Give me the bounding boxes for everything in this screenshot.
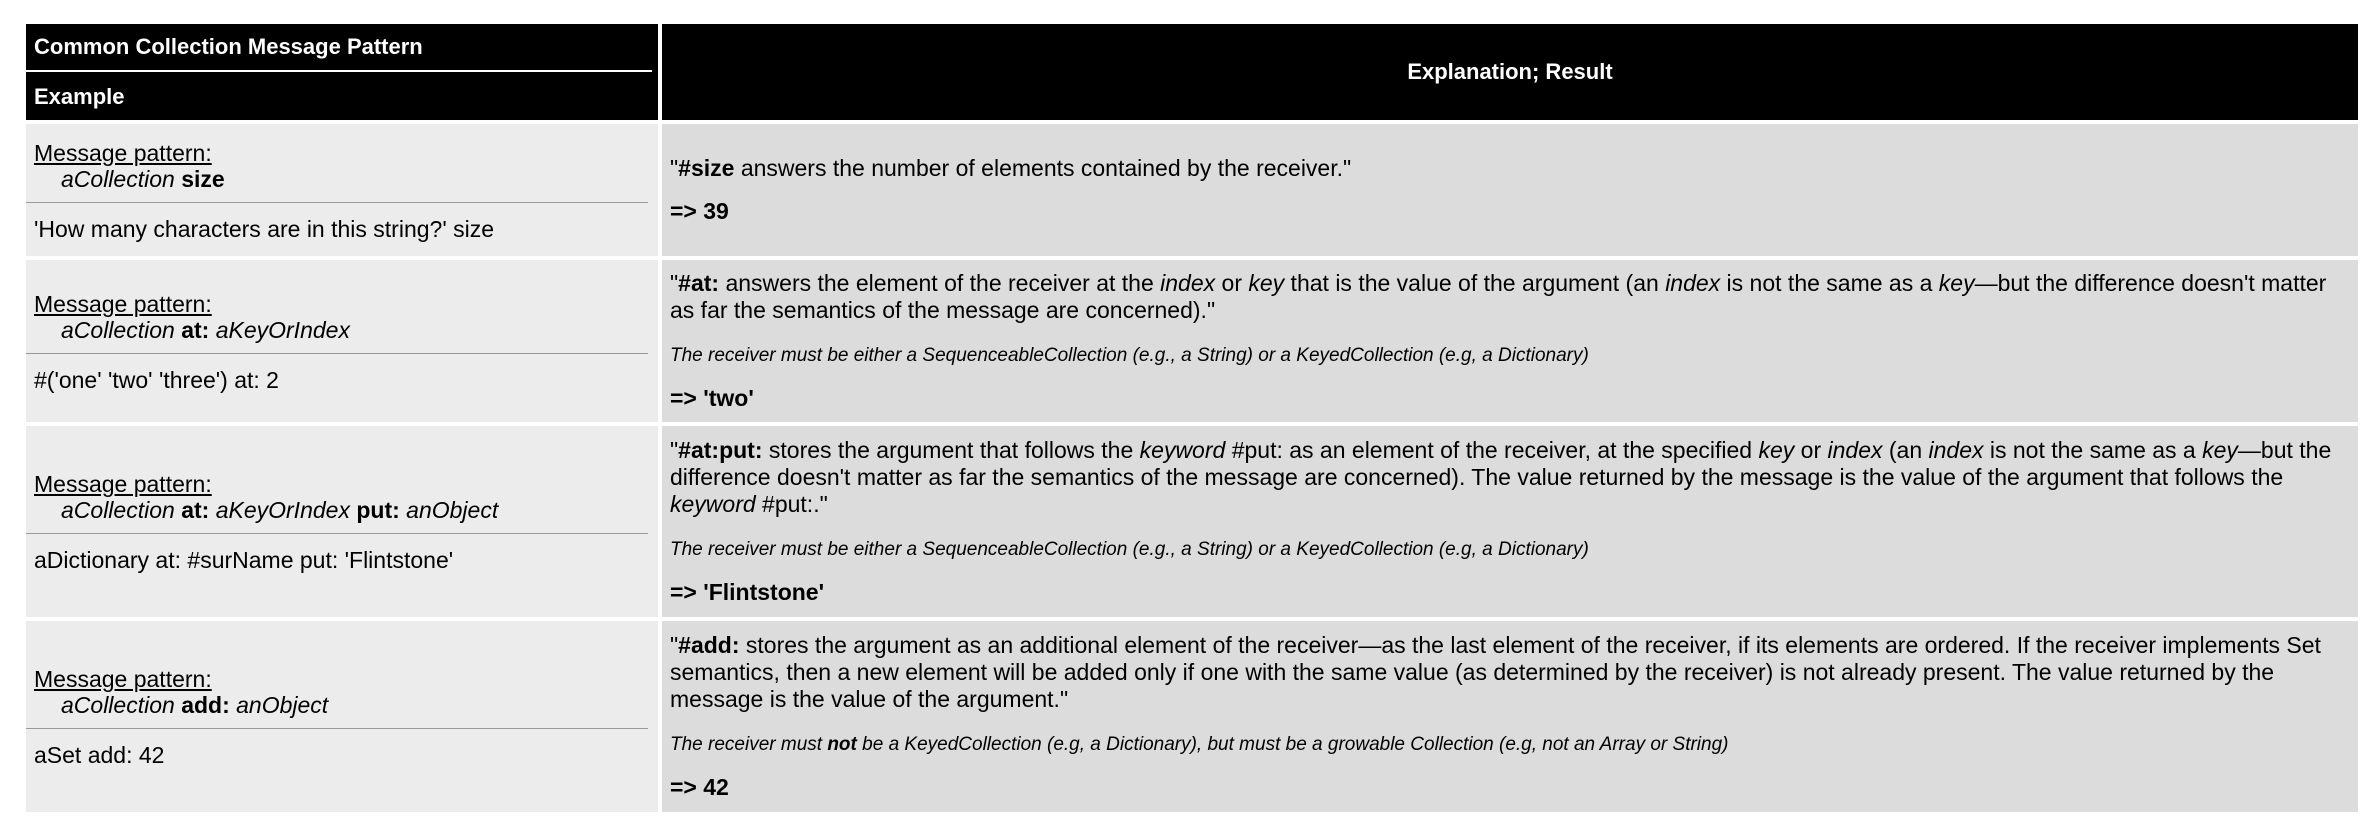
message-pattern bbox=[26, 130, 648, 203]
pattern-cell bbox=[26, 260, 658, 422]
emph: key bbox=[1248, 270, 1285, 296]
text: or bbox=[1794, 437, 1828, 463]
receiver-note: The receiver must be either a SequenceableCollection (e.g., a String) or a KeyedCollection (e.g, a Dictionary) bbox=[670, 539, 1589, 560]
explanation-text bbox=[670, 270, 2350, 324]
emph: key bbox=[1938, 270, 1975, 296]
pattern-signature bbox=[34, 497, 640, 523]
emph: index bbox=[1665, 270, 1721, 296]
explanation-cell bbox=[662, 621, 2358, 812]
pattern-label: Message pattern: bbox=[34, 471, 212, 497]
emph: key bbox=[1758, 437, 1795, 463]
pattern-cell bbox=[26, 621, 658, 812]
example-code: #('one' 'two' 'three') at: 2 bbox=[34, 366, 279, 393]
receiver-note: The receiver must be either a SequenceableCollection (e.g., a String) or a KeyedCollection (e.g, a Dictionary) bbox=[670, 345, 1589, 366]
text: stores the argument that follows the bbox=[762, 437, 1140, 463]
text: that is the value of the argument (an bbox=[1284, 270, 1666, 296]
explanation-text bbox=[670, 632, 2350, 713]
text: —but the difference doesn't matter as far the semantics of the message are concerned)." bbox=[670, 270, 2327, 323]
emph: index bbox=[1827, 437, 1883, 463]
result: => 39 bbox=[670, 198, 729, 224]
explanation-cell bbox=[662, 124, 2358, 256]
pattern-signature bbox=[34, 166, 640, 192]
collection-messages-table-wrap bbox=[22, 20, 2354, 816]
argument: aKeyOrIndex bbox=[215, 316, 350, 343]
emph: keyword bbox=[670, 491, 756, 517]
pattern-label: Message pattern: bbox=[34, 139, 212, 166]
pattern-label: Message pattern: bbox=[34, 290, 212, 317]
receiver-name: aCollection bbox=[61, 692, 175, 718]
argument: anObject bbox=[406, 497, 499, 523]
explanation-cell bbox=[662, 260, 2358, 422]
keyword: add: bbox=[181, 692, 230, 718]
header-explanation-title: Explanation; Result bbox=[662, 24, 2358, 120]
header-pattern-cell bbox=[26, 24, 658, 120]
quote: " bbox=[670, 270, 679, 296]
keyword: size bbox=[181, 165, 225, 192]
text: answers the element of the receiver at the bbox=[719, 270, 1161, 296]
pattern-label: Message pattern: bbox=[34, 666, 212, 692]
example-code: 'How many characters are in this string?' size bbox=[34, 215, 495, 242]
table-row bbox=[26, 124, 2358, 256]
message-pattern bbox=[26, 281, 648, 354]
header-pattern-title: Common Collection Message Pattern bbox=[26, 24, 652, 72]
selector: #at: bbox=[678, 270, 720, 296]
example-code: aDictionary at: #surName put: 'Flintstone' bbox=[34, 547, 454, 573]
keyword: at: bbox=[181, 497, 210, 523]
explanation bbox=[662, 147, 2358, 233]
pattern-cell bbox=[26, 124, 658, 256]
message-pattern bbox=[26, 656, 648, 729]
result: => 'Flintstone' bbox=[670, 579, 825, 605]
text: #put: as an element of the receiver, at the specified bbox=[1225, 437, 1759, 463]
explanation bbox=[662, 624, 2358, 809]
quote: " bbox=[670, 155, 679, 181]
header-row bbox=[26, 24, 2358, 120]
note-text: be a KeyedCollection (e.g, a Dictionary), but must be a growable Collection (e.g, not an Array or String) bbox=[856, 734, 1729, 755]
text: —but the difference doesn't matter as far the semantics of the message are concerned). The value returned by the message is the value of the argument that follows the bbox=[670, 437, 2332, 490]
explanation bbox=[662, 262, 2358, 420]
selector: #size bbox=[678, 155, 735, 181]
pattern-signature bbox=[34, 317, 640, 343]
text: is not the same as a bbox=[1983, 437, 2203, 463]
explanation-cell bbox=[662, 426, 2358, 617]
note-text: The receiver must bbox=[670, 734, 828, 755]
argument: aKeyOrIndex bbox=[215, 497, 350, 523]
receiver-name: aCollection bbox=[61, 497, 175, 523]
text: is not the same as a bbox=[1720, 270, 1939, 296]
result: => 'two' bbox=[670, 385, 754, 411]
argument: anObject bbox=[236, 692, 329, 718]
text: (an bbox=[1882, 437, 1929, 463]
collection-messages-table bbox=[22, 20, 2362, 816]
table-row bbox=[26, 260, 2358, 422]
pattern-cell bbox=[26, 426, 658, 617]
pattern-signature bbox=[34, 692, 640, 718]
selector: #add: bbox=[678, 632, 740, 658]
table-row bbox=[26, 621, 2358, 812]
explanation-text bbox=[670, 437, 2350, 518]
text: stores the argument as an additional element of the receiver—as the last element of the receiver, if its elements are ordered. If the receiver implements Set semantics, then a new element will be added only if one with the same value (as determined by the receiver) is not already present. The value returned by the message is the value of the argument." bbox=[670, 632, 2321, 712]
result: => 42 bbox=[670, 774, 729, 800]
receiver-name: aCollection bbox=[61, 316, 175, 343]
selector: #at:put: bbox=[678, 437, 763, 463]
emph: index bbox=[1928, 437, 1984, 463]
text: answers the number of elements contained by the receiver." bbox=[734, 155, 1352, 181]
header-example-title: Example bbox=[34, 84, 125, 109]
emph: keyword bbox=[1139, 437, 1226, 463]
text: #put:." bbox=[755, 491, 828, 517]
explanation bbox=[662, 429, 2358, 614]
note-emphasis: not bbox=[827, 734, 857, 755]
receiver-note bbox=[670, 731, 2350, 758]
example-code: aSet add: 42 bbox=[34, 742, 165, 768]
explanation-text bbox=[670, 155, 2350, 182]
emph: index bbox=[1160, 270, 1216, 296]
emph: key bbox=[2202, 437, 2238, 463]
keyword: put: bbox=[356, 497, 400, 523]
text: or bbox=[1215, 270, 1249, 296]
message-pattern bbox=[26, 461, 648, 534]
keyword: at: bbox=[181, 316, 210, 343]
quote: " bbox=[670, 437, 679, 463]
quote: " bbox=[670, 632, 679, 658]
receiver-name: aCollection bbox=[61, 165, 175, 192]
table-row bbox=[26, 426, 2358, 617]
